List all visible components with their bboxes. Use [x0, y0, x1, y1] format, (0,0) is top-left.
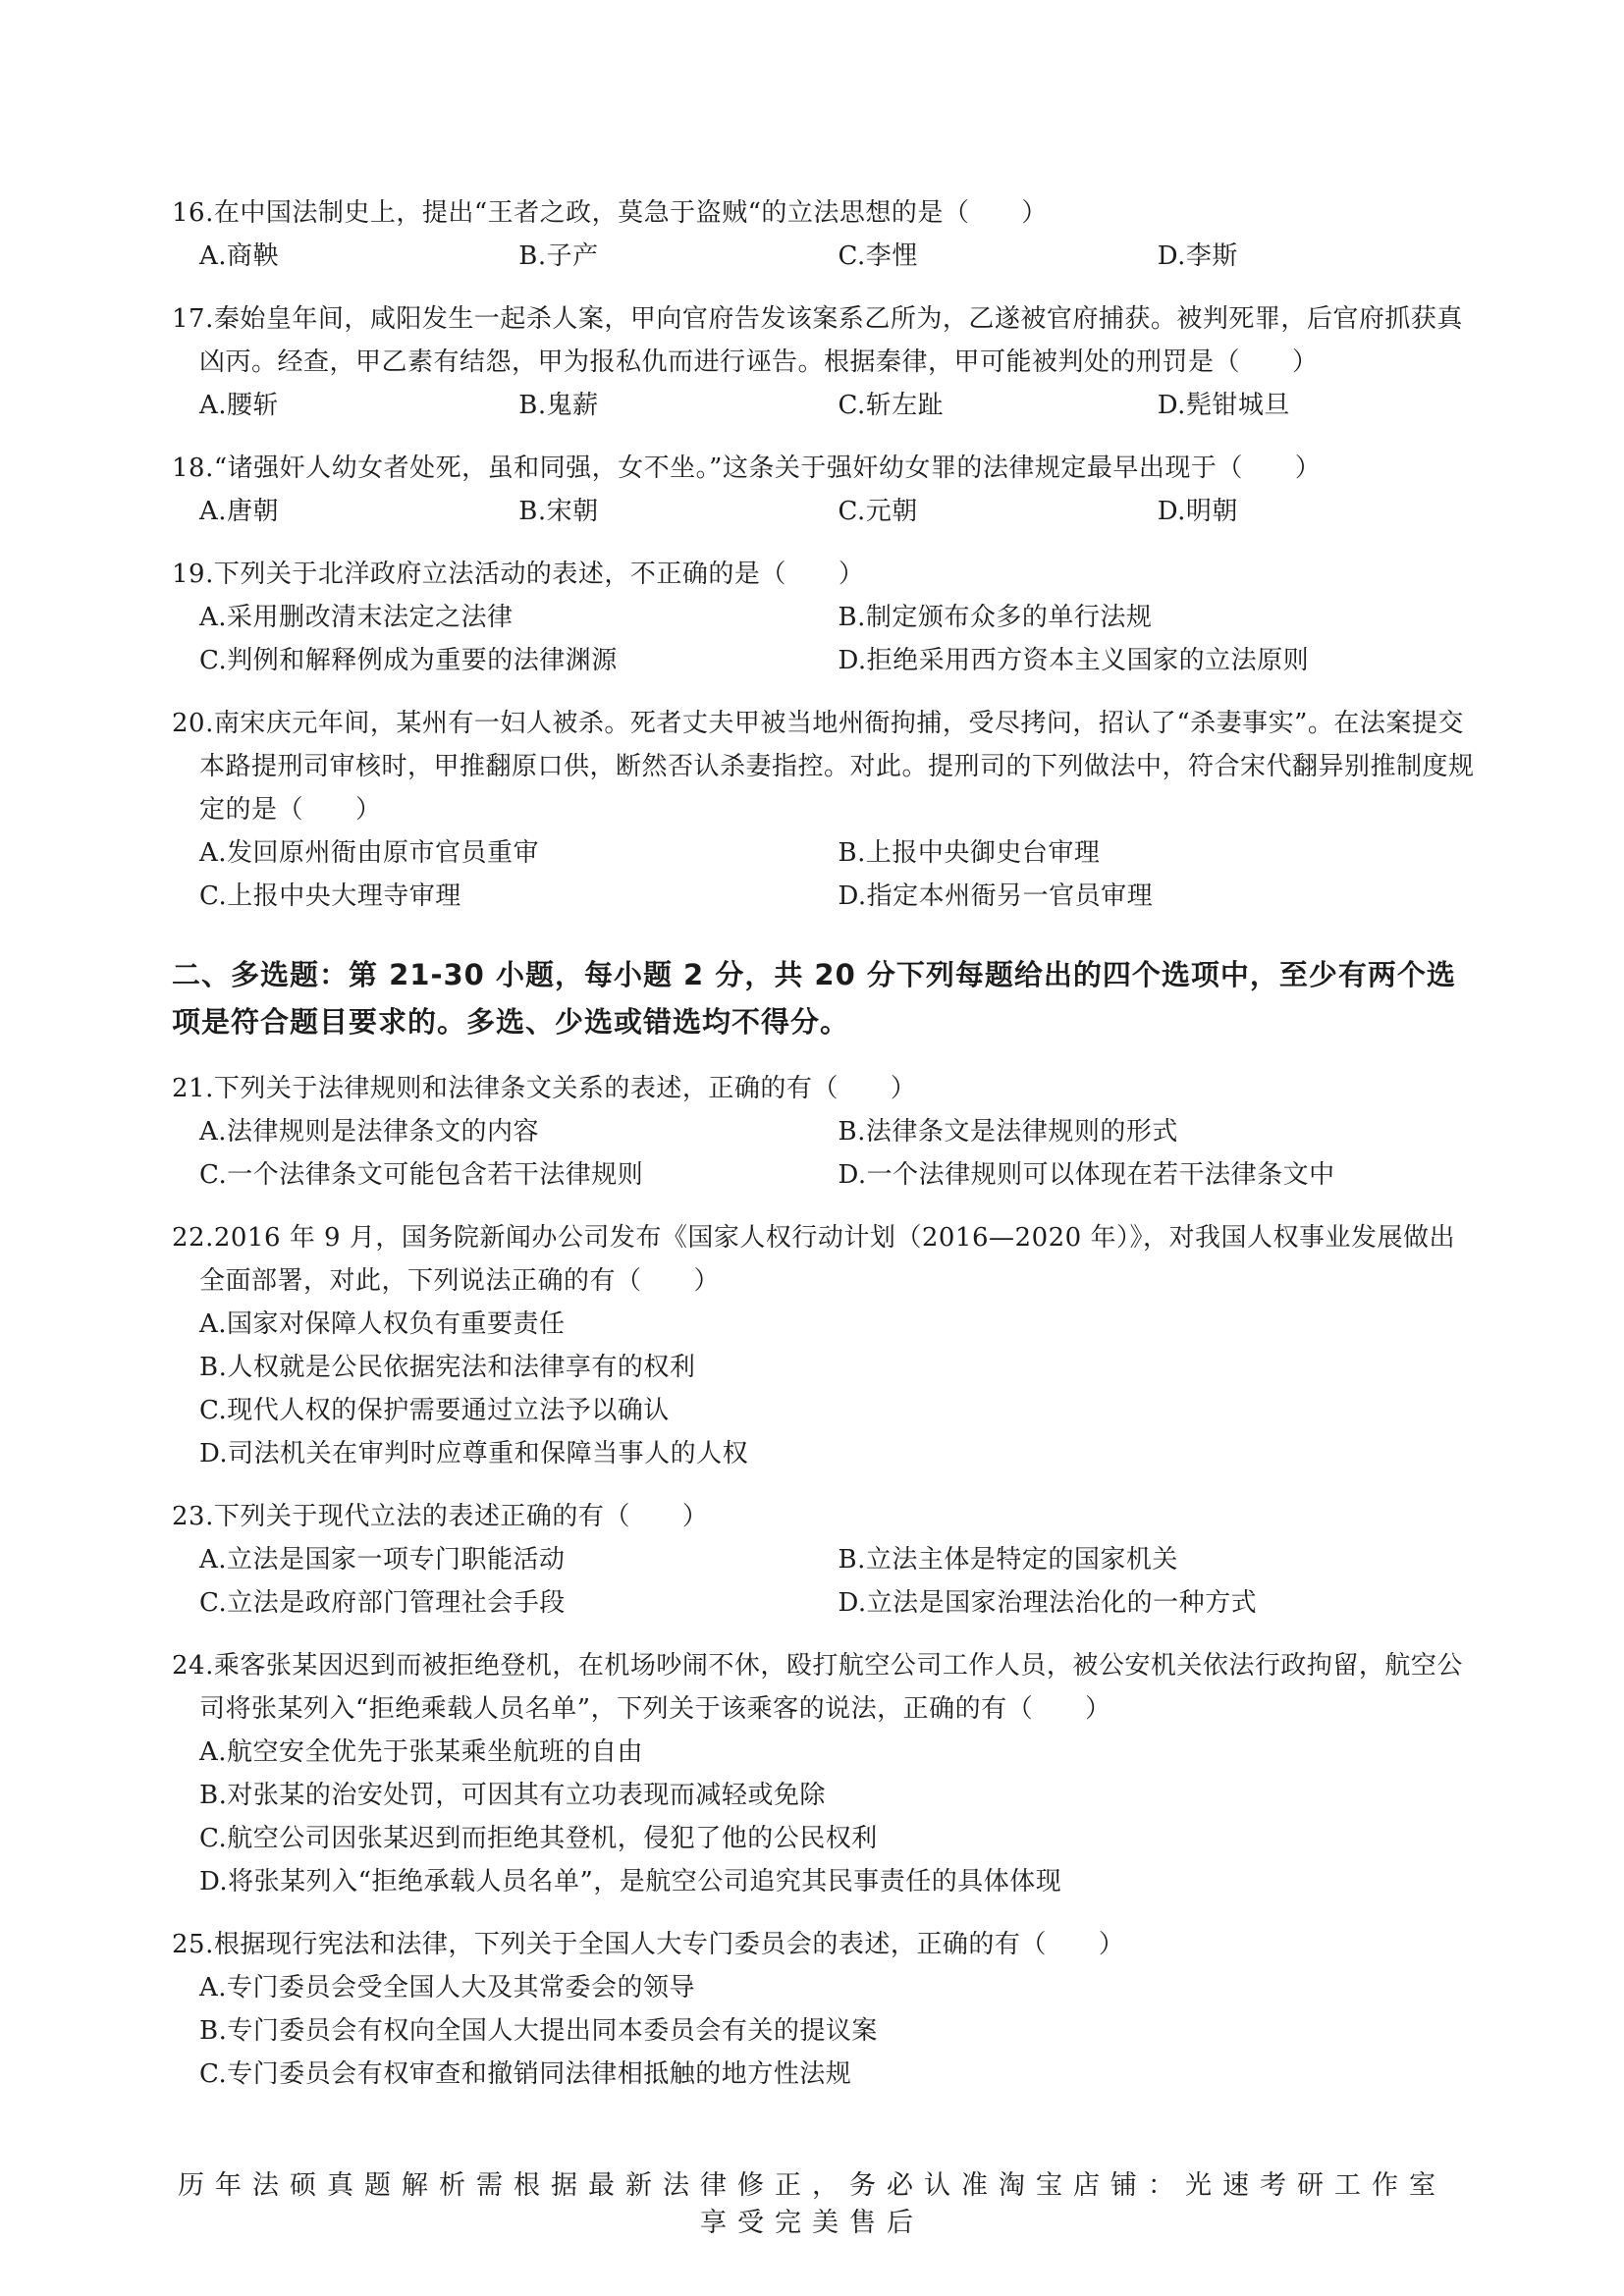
option-d: D.李斯 — [1157, 241, 1238, 271]
footer-notice: 历年法硕真题解析需根据最新法律修正，务必认准淘宝店铺：光速考研工作室 — [178, 2170, 1446, 2201]
option-a: A.商鞅 — [199, 241, 280, 271]
question-text: 23.下列关于现代立法的表述正确的有（ ） — [172, 1502, 709, 1531]
option-c: C.元朝 — [838, 497, 918, 526]
option-d: D.髡钳城旦 — [1157, 391, 1290, 420]
option-a: A.国家对保障人权负有重要责任 — [199, 1309, 566, 1339]
options — [172, 490, 1477, 533]
option-c: C.斩左趾 — [838, 391, 945, 420]
question-20 — [172, 702, 1477, 918]
option-c: C.判例和解释例成为重要的法律渊源 — [199, 646, 618, 675]
option-a: A.立法是国家一项专门职能活动 — [199, 1545, 566, 1575]
question-16 — [172, 191, 1477, 278]
option-d: D.立法是国家治理法治化的一种方式 — [838, 1588, 1258, 1618]
options — [172, 1303, 1477, 1475]
option-b: B.制定颁布众多的单行法规 — [838, 603, 1153, 632]
option-d: D.将张某列入“拒绝承载人员名单”，是航空公司追究其民事责任的具体体现 — [199, 1867, 1062, 1896]
option-c: C.现代人权的保护需要通过立法予以确认 — [199, 1396, 670, 1425]
question-17 — [172, 297, 1477, 427]
question-text: 17.秦始皇年间，咸阳发生一起杀人案，甲向官府告发该案系乙所为，乙遂被官府捕获。被判死罪，后官府抓获真凶丙。经查，甲乙素有结怨，甲为报私仇而进行诬告。根据秦律，甲可能被判处的刑罚是（ ） — [172, 304, 1463, 377]
option-a: A.腰斩 — [199, 391, 280, 420]
option-c: C.李悝 — [838, 241, 918, 271]
option-b: B.宋朝 — [518, 497, 599, 526]
question-text: 24.乘客张某因迟到而被拒绝登机，在机场吵闹不休，殴打航空公司工作人员，被公安机关依法行政拘留，航空公司将张某列入“拒绝乘载人员名单”，下列关于该乘客的说法，正确的有（ ） — [172, 1651, 1463, 1724]
option-a: A.发回原州衙由原市官员重审 — [199, 838, 540, 868]
option-a: A.专门委员会受全国人大及其常委会的领导 — [199, 1973, 696, 2002]
question-text: 16.在中国法制史上，提出“王者之政，莫急于盗贼“的立法思想的是（ ） — [172, 198, 1048, 228]
option-a: A.法律规则是法律条文的内容 — [199, 1117, 540, 1147]
options — [172, 1966, 1477, 2096]
option-c: C.上报中央大理寺审理 — [199, 881, 461, 911]
option-d: D.一个法律规则可以体现在若干法律条文中 — [838, 1160, 1335, 1190]
question-22 — [172, 1216, 1477, 1475]
option-c: C.立法是政府部门管理社会手段 — [199, 1588, 566, 1618]
option-d: D.明朝 — [1157, 497, 1238, 526]
question-23 — [172, 1495, 1477, 1625]
option-b: B.鬼薪 — [518, 391, 599, 420]
question-21 — [172, 1067, 1477, 1197]
option-c: C.一个法律条文可能包含若干法律规则 — [199, 1160, 644, 1190]
footer-after-sales: 享受完美售后 — [700, 2208, 924, 2238]
options — [172, 1538, 1477, 1625]
question-text: 18.“诸强奸人幼女者处死，虽和同强，女不坐。”这条关于强奸幼女罪的法律规定最早出现于（ ） — [172, 454, 1322, 483]
section-heading-multiple-choice: 二、多选题：第 21-30 小题，每小题 2 分，共 20 分下列每题给出的四个选项中，至少有两个选项是符合题目要求的。多选、少选或错选均不得分。 — [172, 958, 1456, 1039]
options — [172, 235, 1477, 278]
question-text: 20.南宋庆元年间，某州有一妇人被杀。死者丈夫甲被当地州衙拘捕，受尽拷问，招认了“杀妻事实”。在法案提交本路提刑司审核时，甲推翻原口供，断然否认杀妻指控。对此。提刑司的下列做法中，符合宋代翻异别推制度规定的是（ ） — [172, 709, 1475, 825]
question-18 — [172, 447, 1477, 533]
question-19 — [172, 553, 1477, 682]
options — [172, 384, 1477, 427]
question-text: 22.2016 年 9 月，国务院新闻办公司发布《国家人权行动计划（2016—2020 年）》，对我国人权事业发展做出全面部署，对此，下列说法正确的有（ ） — [172, 1223, 1455, 1296]
question-text: 21.下列关于法律规则和法律条文关系的表述，正确的有（ ） — [172, 1074, 917, 1103]
option-c: C.专门委员会有权审查和撤销同法律相抵触的地方性法规 — [199, 2059, 852, 2089]
option-d: D.指定本州衙另一官员审理 — [838, 881, 1154, 911]
option-a: A.采用删改清末法定之法律 — [199, 603, 514, 632]
question-25 — [172, 1923, 1477, 2096]
options — [172, 596, 1477, 682]
option-b: B.对张某的治安处罚，可因其有立功表现而减轻或免除 — [199, 1781, 826, 1810]
question-text: 19.下列关于北洋政府立法活动的表述，不正确的是（ ） — [172, 560, 865, 589]
option-b: B.专门委员会有权向全国人大提出同本委员会有关的提议案 — [199, 2016, 878, 2046]
option-b: B.上报中央御史台审理 — [838, 838, 1101, 868]
option-b: B.立法主体是特定的国家机关 — [838, 1545, 1178, 1575]
options — [172, 831, 1477, 918]
options — [172, 1110, 1477, 1197]
option-a: A.航空安全优先于张某乘坐航班的自由 — [199, 1737, 644, 1767]
option-d: D.司法机关在审判时应尊重和保障当事人的人权 — [199, 1439, 749, 1468]
question-text: 25.根据现行宪法和法律，下列关于全国人大专门委员会的表述，正确的有（ ） — [172, 1930, 1125, 1959]
option-a: A.唐朝 — [199, 497, 280, 526]
option-d: D.拒绝采用西方资本主义国家的立法原则 — [838, 646, 1310, 675]
page-footer — [118, 2167, 1506, 2242]
question-24 — [172, 1644, 1477, 1903]
option-b: B.法律条文是法律规则的形式 — [838, 1117, 1178, 1147]
option-c: C.航空公司因张某迟到而拒绝其登机，侵犯了他的公民权利 — [199, 1824, 878, 1853]
options — [172, 1731, 1477, 1903]
option-b: B.人权就是公民依据宪法和法律享有的权利 — [199, 1353, 696, 1382]
option-b: B.子产 — [518, 241, 599, 271]
